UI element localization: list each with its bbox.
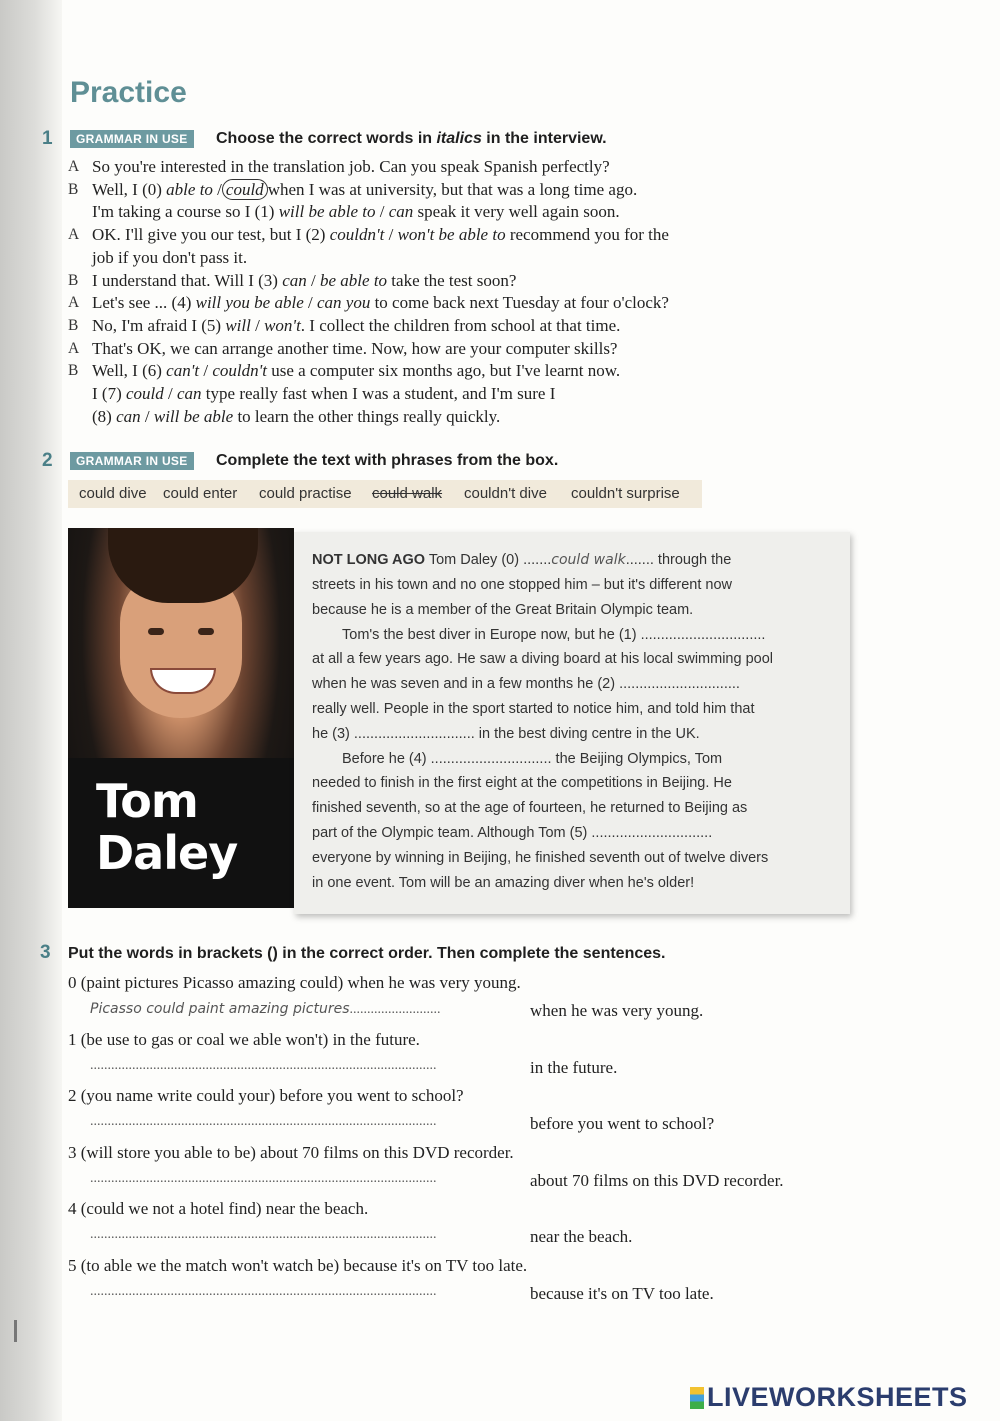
sentence-ending: because it's on TV too late. — [530, 1284, 714, 1303]
word-prompt: 4 (could we not a hotel find) near the beach. — [68, 1199, 369, 1219]
sentence-ending: about 70 films on this DVD recorder. — [530, 1170, 784, 1190]
phrase-box — [68, 480, 702, 508]
interview-line: OK. I'll give you our test, but I (2) couldn't / won't be able to recommend you for the — [92, 225, 669, 245]
word-prompt: 3 (will store you able to be) about 70 films on this DVD recorder. — [68, 1142, 514, 1162]
example-answer: Picasso could paint amazing pictures — [90, 1001, 350, 1017]
photo-name-daley: Daley — [96, 826, 238, 880]
phrase-could-dive: could dive — [79, 485, 147, 502]
article-line: streets in his town and no one stopped him – but it's different now — [312, 577, 733, 593]
exercise-2-instruction: Complete the text with phrases from the box. — [216, 452, 559, 469]
article-line: Before he (4) .............................. the Beijing Olympics, Tom — [342, 750, 723, 767]
answer-line[interactable]: ................................................................................................... — [90, 1170, 437, 1186]
speaker-label: B — [68, 180, 79, 198]
exercise-1-instruction: Choose the correct words in italics in the interview. — [216, 130, 607, 147]
article-line: Tom's the best diver in Europe now, but he (1) ............................... — [342, 626, 766, 643]
answer-line: Picasso could paint amazing pictures.......................... — [90, 1001, 441, 1017]
answer-line[interactable]: ................................................................................................... — [90, 1057, 437, 1073]
sentence-ending: before you went to school? — [530, 1114, 715, 1134]
article-line: when he was seven and in a few months he (2) .............................. — [312, 676, 740, 693]
interview-line: Well, I (0) able to / could when I was at university, but that was a long time ago. — [92, 179, 638, 199]
interview-line: I understand that. Will I (3) can / be able to take the test soon? — [92, 270, 517, 290]
speaker-label: B — [68, 362, 79, 380]
exercise-3-instruction: Put the words in brackets () in the correct order. Then complete the sentences. — [68, 945, 666, 962]
article-line: needed to finish in the first eight at the competitions in Beijing. He — [312, 775, 732, 792]
article-line: everyone by winning in Beijing, he finished seventh out of twelve divers — [312, 849, 769, 866]
photo-name-tom: Tom — [96, 774, 198, 828]
interview-line: Let's see ... (4) will you be able / can you to come back next Tuesday at four o'clock? — [92, 293, 669, 313]
sentence-ending: near the beach. — [530, 1227, 633, 1247]
exercise-1-number: 1 — [42, 128, 53, 149]
answer-line[interactable]: ................................................................................................... — [90, 1114, 437, 1130]
interview-line: Well, I (6) can't / couldn't use a computer six months ago, but I've learnt now. — [92, 361, 621, 381]
page-title: Practice — [70, 76, 187, 109]
article-line: in one event. Tom will be an amazing diver when he's older! — [312, 874, 695, 891]
phrase-couldnt-dive: couldn't dive — [464, 485, 547, 502]
interview-line: I (7) could / can type really fast when I was a student, and I'm sure I — [92, 384, 556, 403]
article-line: because he is a member of the Great Britain Olympic team. — [312, 601, 694, 618]
exercise-3-number: 3 — [40, 942, 51, 963]
article-line: finished seventh, so at the age of fourteen, he returned to Beijing as — [312, 800, 748, 817]
article-line: part of the Olympic team. Although Tom (5) .............................. — [312, 825, 713, 841]
sentence-ending: when he was very young. — [530, 1001, 704, 1020]
speaker-label: A — [68, 294, 80, 312]
speaker-label: A — [68, 158, 80, 175]
interview-line: I'm taking a course so I (1) will be able to / can speak it very well again soon. — [92, 202, 620, 222]
interview-line: That's OK, we can arrange another time. Now, how are your computer skills? — [92, 338, 618, 358]
exercise-2-number: 2 — [42, 450, 53, 471]
interview-line: (8) can / will be able to learn the other things really quickly. — [92, 406, 501, 426]
speaker-label: B — [68, 271, 79, 289]
interview-line: job if you don't pass it. — [92, 247, 248, 267]
interview-line: So you're interested in the translation job. Can you speak Spanish perfectly? — [92, 157, 610, 176]
word-prompt: 1 (be use to gas or coal we able won't) in the future. — [68, 1029, 420, 1049]
tom-daley-photo — [68, 528, 294, 908]
liveworksheets-logo: LIVEWORKSHEETS — [690, 1382, 968, 1413]
word-prompt: 5 (to able we the match won't watch be) because it's on TV too late. — [68, 1256, 528, 1275]
book-spine-shadow — [0, 0, 62, 1421]
logo-icon — [690, 1387, 704, 1409]
speaker-label: A — [68, 339, 80, 357]
tom-daley-article — [294, 532, 850, 914]
answer-line[interactable]: ................................................................................................... — [90, 1284, 437, 1299]
exercise-1-badge: GRAMMAR IN USE — [70, 130, 194, 148]
article-line: really well. People in the sport started to notice him, and told him that — [312, 701, 755, 717]
exercise-2-badge: GRAMMAR IN USE — [70, 452, 194, 470]
article-line-0: NOT LONG AGO Tom Daley (0) .......could walk....... through the — [312, 552, 732, 568]
interview-line: No, I'm afraid I (5) will / won't. I collect the children from school at that time. — [92, 315, 621, 335]
phrase-couldnt-surprise: couldn't surprise — [571, 485, 680, 502]
answer-0: could walk — [551, 552, 626, 568]
phrase-could-practise: could practise — [259, 485, 352, 502]
phrase-could-walk: could walk — [372, 485, 443, 502]
article-line: he (3) .............................. in the best diving centre in the UK. — [312, 725, 700, 742]
phrase-could-enter: could enter — [163, 485, 238, 502]
sentence-ending: in the future. — [530, 1057, 618, 1077]
word-prompt: 0 (paint pictures Picasso amazing could) when he was very young. — [68, 973, 521, 992]
speaker-label: A — [68, 226, 80, 244]
word-prompt: 2 (you name write could your) before you went to school? — [68, 1086, 464, 1106]
margin-mark — [14, 1320, 17, 1342]
speaker-label: B — [68, 316, 79, 334]
answer-line[interactable]: ................................................................................................... — [90, 1227, 437, 1243]
article-line: at all a few years ago. He saw a diving board at his local swimming pool — [312, 651, 774, 668]
